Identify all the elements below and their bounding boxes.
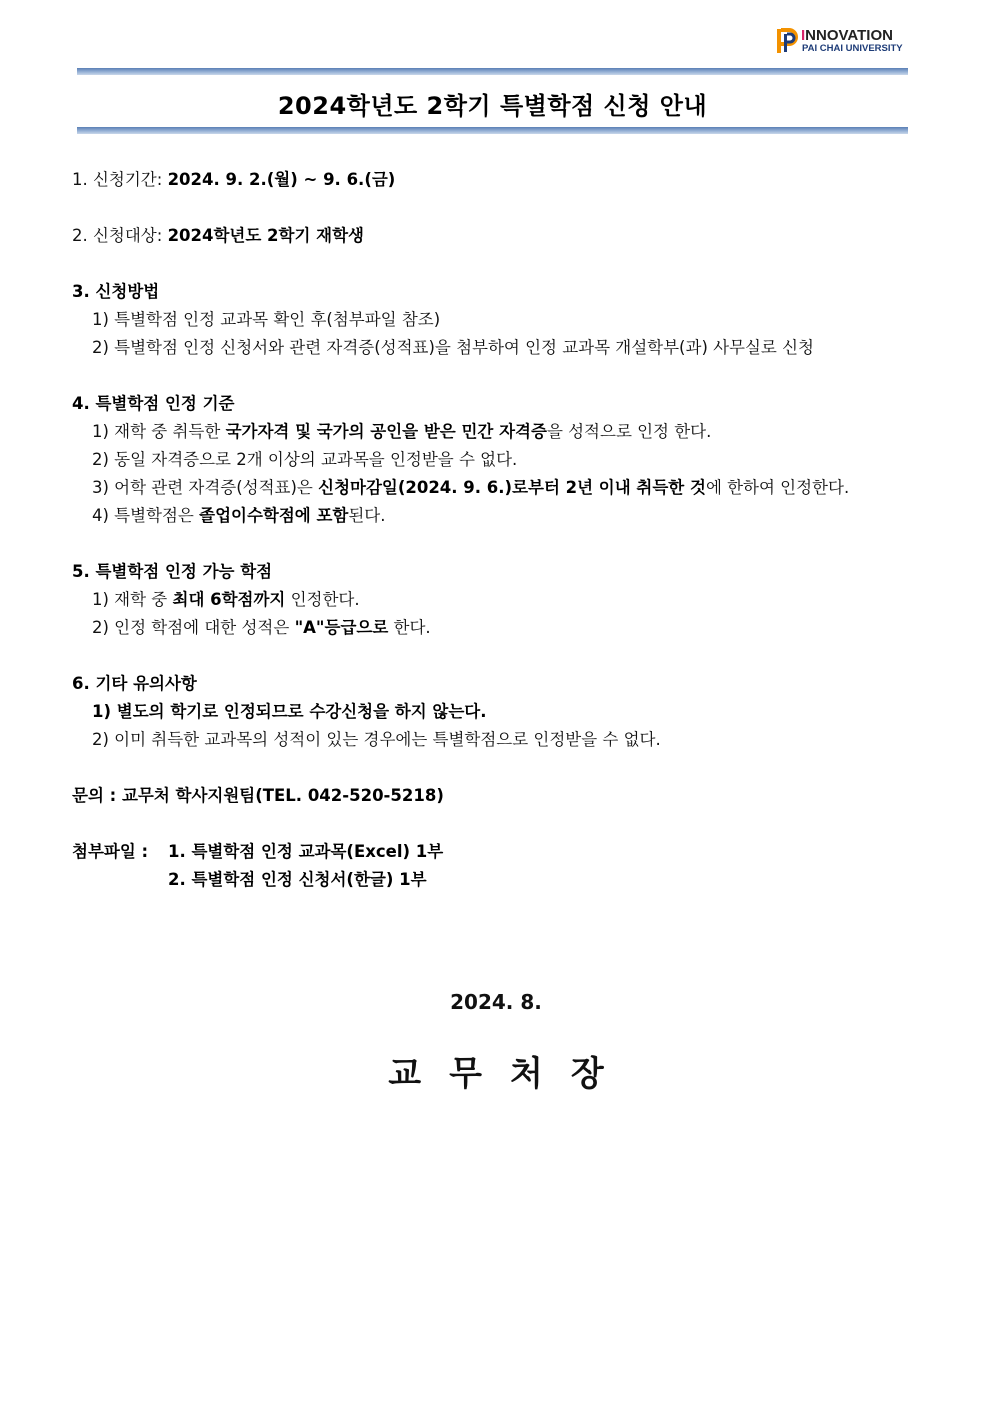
criteria-item-1-pre: 1) 재학 중 취득한 xyxy=(92,422,226,441)
section-period-value: 2024. 9. 2.(월) ~ 9. 6.(금) xyxy=(167,170,396,189)
section-period-label: 1. 신청기간: xyxy=(72,170,168,189)
criteria-item-3-bold: 신청마감일(2024. 9. 6.)로부터 2년 이내 취득한 것 xyxy=(318,478,706,497)
signer-title: 교무처장 xyxy=(388,1054,632,1094)
attachments-label: 첨부파일 : xyxy=(72,842,149,861)
criteria-item-3-post: 에 한하여 인정한다. xyxy=(705,478,850,497)
document-date: 2024. 8. xyxy=(450,990,542,1014)
title-bottom-rule xyxy=(77,127,908,134)
criteria-item-2: 2) 동일 자격증으로 2개 이상의 교과목을 인정받을 수 없다. xyxy=(92,450,518,469)
credits-item-2 xyxy=(92,614,431,638)
logo-wordmark-initial: I xyxy=(801,27,806,44)
section-target-value: 2024학년도 2학기 재학생 xyxy=(167,226,364,245)
section-method-heading: 3. 신청방법 xyxy=(72,282,160,301)
section-credits-heading: 5. 특별학점 인정 가능 학점 xyxy=(72,562,273,581)
credits-item-2-pre: 2) 인정 학점에 대한 성적은 xyxy=(92,618,295,637)
credits-item-1-bold: 최대 6학점까지 xyxy=(172,590,286,609)
credits-item-1-post: 인정한다. xyxy=(285,590,360,609)
criteria-item-3 xyxy=(92,474,849,498)
credits-item-1 xyxy=(92,586,360,610)
criteria-item-4-bold: 졸업이수학점에 포함 xyxy=(199,506,349,525)
pai-chai-logo-mark-icon xyxy=(776,28,798,54)
section-target xyxy=(72,222,364,246)
section-criteria-heading: 4. 특별학점 인정 기준 xyxy=(72,394,235,413)
section-notes-heading: 6. 기타 유의사항 xyxy=(72,674,197,693)
pai-chai-logo xyxy=(776,27,908,57)
notes-item-1: 1) 별도의 학기로 인정되므로 수강신청을 하지 않는다. xyxy=(92,702,487,721)
title-top-rule xyxy=(77,68,908,75)
credits-item-1-pre: 1) 재학 중 xyxy=(92,590,173,609)
section-target-label: 2. 신청대상: xyxy=(72,226,168,245)
criteria-item-4 xyxy=(92,502,385,526)
criteria-item-4-pre: 4) 특별학점은 xyxy=(92,506,200,525)
method-item-1: 1) 특별학점 인정 교과목 확인 후(첨부파일 참조) xyxy=(92,310,441,329)
logo-university-name: PAI CHAI UNIVERSITY xyxy=(802,43,903,54)
criteria-item-3-pre: 3) 어학 관련 자격증(성적표)은 xyxy=(92,478,319,497)
section-period xyxy=(72,166,395,190)
criteria-item-1-bold: 국가자격 및 국가의 공인을 받은 민간 자격증 xyxy=(225,422,547,441)
criteria-item-1-post: 을 성적으로 인정 한다. xyxy=(546,422,712,441)
credits-item-2-post: 한다. xyxy=(388,618,431,637)
page-title: 2024학년도 2학기 특별학점 신청 안내 xyxy=(277,92,708,120)
logo-wordmark-rest: NNOVATION xyxy=(805,27,893,44)
attachment-item-1: 1. 특별학점 인정 교과목(Excel) 1부 xyxy=(168,842,444,861)
method-item-2: 2) 특별학점 인정 신청서와 관련 자격증(성적표)을 첨부하여 인정 교과목 개설학부(과) 사무실로 신청 xyxy=(92,338,814,357)
criteria-item-1 xyxy=(92,418,711,442)
credits-item-2-bold: "A"등급으로 xyxy=(294,618,389,637)
attachment-item-2: 2. 특별학점 인정 신청서(한글) 1부 xyxy=(168,870,427,889)
notes-item-2: 2) 이미 취득한 교과목의 성적이 있는 경우에는 특별학점으로 인정받을 수 없다. xyxy=(92,730,661,749)
logo-wordmark xyxy=(801,27,893,44)
contact-info: 문의 : 교무처 학사지원팀(TEL. 042-520-5218) xyxy=(72,786,444,805)
criteria-item-4-post: 된다. xyxy=(348,506,386,525)
